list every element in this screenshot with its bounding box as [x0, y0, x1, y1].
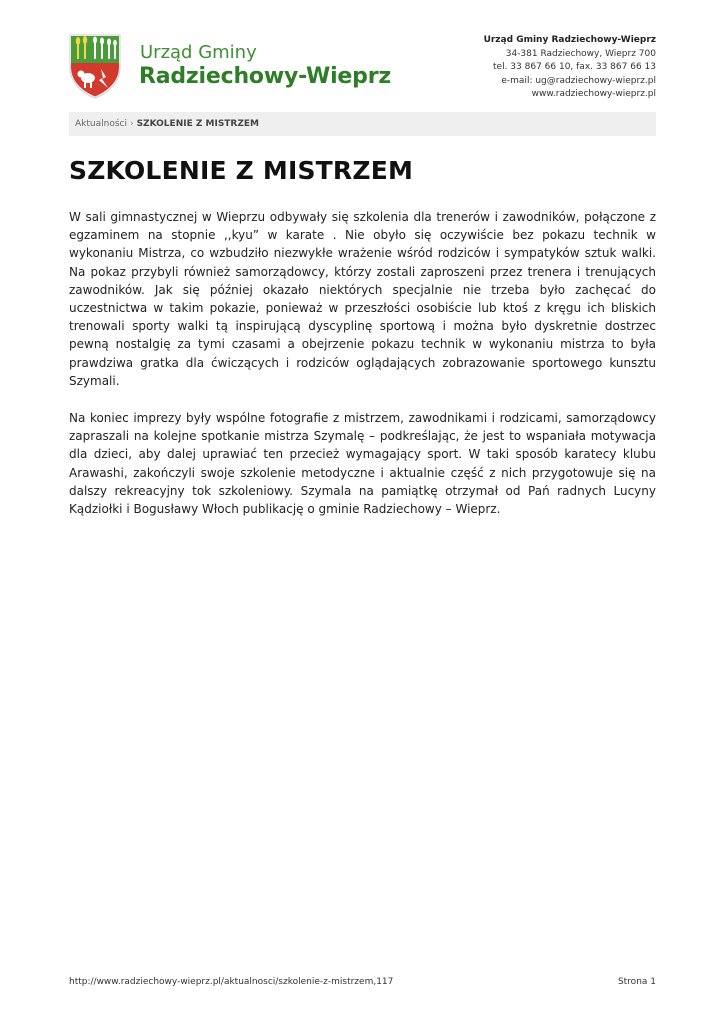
contact-block: [484, 34, 656, 102]
contact-address: 34-381 Radziechowy, Wieprz 700: [505, 48, 656, 59]
logo-line-2: Radziechowy-Wieprz: [139, 64, 391, 89]
site-logo[interactable]: [68, 33, 391, 101]
contact-phone: tel. 33 867 66 10, fax. 33 867 66 13: [493, 62, 656, 72]
breadcrumb-current: SZKOLENIE Z MISTRZEM: [136, 119, 259, 129]
footer-page-number: Strona 1: [617, 977, 656, 987]
article-body: [69, 208, 656, 537]
page-title: SZKOLENIE Z MISTRZEM: [69, 156, 414, 185]
contact-org-name: Urząd Gminy Radziechowy-Wieprz: [483, 35, 656, 45]
coat-of-arms-icon: [68, 33, 122, 99]
breadcrumb-item-aktualnosci[interactable]: Aktualności: [75, 119, 127, 129]
article-paragraph: W sali gimnastycznej w Wieprzu odbywały się szkolenia dla trenerów i zawodników, połączone z egzaminem na stopnie ,,kyu” w karate . Nie obyło się oczywiście bez pokazu technik w wykonaniu Mistrza, co wzbudziło niezwykłe wrażenie wśród rodziców i sympatyków sztuk walki. Na pokaz przybyli również samorządowcy, którzy zostali zaproszeni przez trenera i trenujących zawodników. Jak się później okazało niektórych specjalnie nie trzeba było zachęcać do uczestnictwa w takim pokazie, ponieważ w przeszłości osobiście lub ktoś z kręgu ich bliskich trenowali sporty walki tą inspirującą dyscyplinę sportową i można było dyskretnie dostrzec pewną nostalgię za tymi czasami a obejrzenie pokazu technik w wykonaniu mistrza to była prawdziwa gratka dla ćwiczących i rodziców oglądających zobrazowanie sportowego kunsztu Szymali.: [69, 210, 656, 388]
contact-website[interactable]: www.radziechowy-wieprz.pl: [531, 89, 656, 99]
contact-email[interactable]: e-mail: ug@radziechowy-wieprz.pl: [501, 75, 656, 86]
breadcrumb: [69, 112, 656, 136]
footer-url[interactable]: http://www.radziechowy-wieprz.pl/aktualnosci/szkolenie-z-mistrzem,117: [69, 977, 394, 987]
breadcrumb-separator: ›: [129, 119, 134, 129]
logo-line-1: Urząd Gminy: [140, 42, 257, 63]
article-paragraph: Na koniec imprezy były wspólne fotografie z mistrzem, zawodnikami i rodzicami, samorządowcy zapraszali na kolejne spotkanie mistrza Szymalę – podkreślając, że jest to wspaniała motywacja dla dzieci, aby dalej uprawiać ten przecież wymagający sport. W taki sposób karatecy klubu Arawashi, zakończyli swoje szkolenie metodyczne i aktualnie część z nich przygotowuje się na dalszy rekreacyjny tok szkoleniowy. Szymala na pamiątkę otrzymał od Pań radnych Lucyny Kądziołki i Bogusławy Włoch publikację o gminie Radziechowy – Wieprz.: [69, 411, 656, 517]
